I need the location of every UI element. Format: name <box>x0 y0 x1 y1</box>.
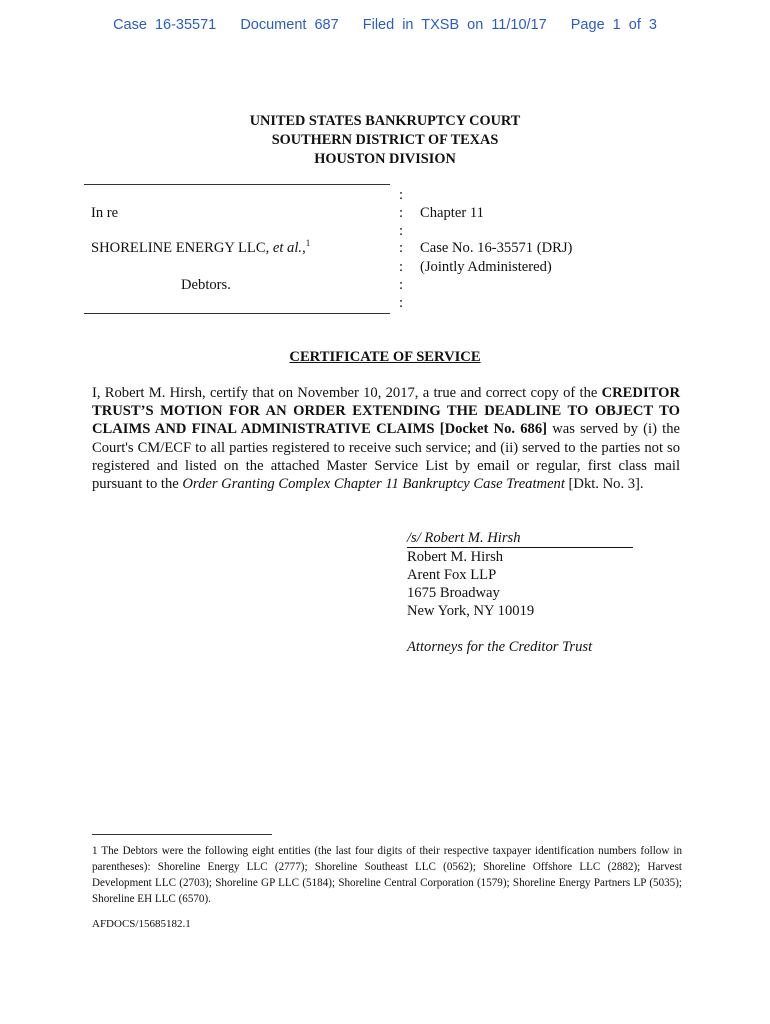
caption-colon: : <box>398 295 404 311</box>
signer-firm: Arent Fox LLP <box>407 567 497 583</box>
stamp-document: Document 687 <box>240 17 339 33</box>
motion-title: CREDITOR TRUST’S MOTION FOR AN ORDER EXTENDING THE DEADLINE TO OBJECT TO CLAIMS AND FINAL ADMINISTRATIVE CLAIMS <box>92 385 680 438</box>
body-text-2: was served by (i) the Court's CM/ECF to all parties registered to receive such service; and (ii) served to the parties not so registered and listed on the attached Master Service List by email or regular, first class mail pursuant to the <box>92 421 680 493</box>
caption-colon: : <box>398 187 404 203</box>
caption-top-rule <box>84 184 390 185</box>
signer-city: New York, NY 10019 <box>407 603 535 619</box>
caption-colon: : <box>398 259 404 275</box>
caption-colon: : <box>398 240 404 256</box>
debtor-name: SHORELINE ENERGY LLC, <box>91 240 273 256</box>
caption-bottom-rule <box>84 313 390 314</box>
order-title: Order Granting Complex Chapter 11 Bankruptcy Case Treatment <box>182 476 565 493</box>
document-id: AFDOCS/15685182.1 <box>92 918 191 930</box>
stamp-filed: Filed in TXSB on 11/10/17 <box>362 17 547 33</box>
caption-administration: (Jointly Administered) <box>420 259 552 275</box>
stamp-page: Page 1 of 3 <box>570 17 657 33</box>
et-al: et al. <box>272 240 303 256</box>
signer-name: Robert M. Hirsh <box>407 549 504 565</box>
court-name: UNITED STATES BANKRUPTCY COURT <box>249 113 521 129</box>
caption-case-no: Case No. 16-35571 (DRJ) <box>420 240 573 256</box>
caption-colon: : <box>398 205 404 221</box>
certificate-body <box>92 384 680 493</box>
stamp-case: Case 16-35571 <box>113 17 217 33</box>
docket-ref: [Docket No. 686] <box>439 421 547 438</box>
footnote: 1 The Debtors were the following eight entities (the last four digits of their respective taxpayer identification numbers follow in parentheses): Shoreline Energy LLC (2777); Shoreline Southeast LLC (0562); Shoreline Offshore LLC (2882); Harvest Development LLC (2703); Shoreline GP LLC (5184); Shoreline Central Corporation (1579); Shoreline Energy Partners LP (5035); Shoreline EH LLC (6570). <box>92 845 682 906</box>
caption-colon: : <box>398 277 404 293</box>
signer-role: Attorneys for the Creditor Trust <box>407 639 593 655</box>
signature-line: /s/ Robert M. Hirsh <box>407 530 633 548</box>
body-text-3: [Dkt. No. 3]. <box>564 476 644 493</box>
footnote-rule <box>92 834 272 835</box>
court-division: HOUSTON DIVISION <box>314 151 456 167</box>
caption-chapter: Chapter 11 <box>420 205 484 221</box>
footnote-ref: 1 <box>305 238 311 248</box>
court-district: SOUTHERN DISTRICT OF TEXAS <box>271 132 499 148</box>
caption-debtor-name: SHORELINE ENERGY LLC, et al.,$^1$ <box>91 238 311 256</box>
signer-street: 1675 Broadway <box>407 585 500 601</box>
filing-stamp <box>0 17 770 33</box>
caption-colon: : <box>398 223 404 239</box>
document-title: CERTIFICATE OF SERVICE <box>289 349 481 365</box>
caption-in-re: In re <box>91 205 119 221</box>
caption-debtors: Debtors. <box>181 277 231 293</box>
body-text-1: I, Robert M. Hirsh, certify that on November 10, 2017, a true and correct copy of the <box>92 385 602 401</box>
